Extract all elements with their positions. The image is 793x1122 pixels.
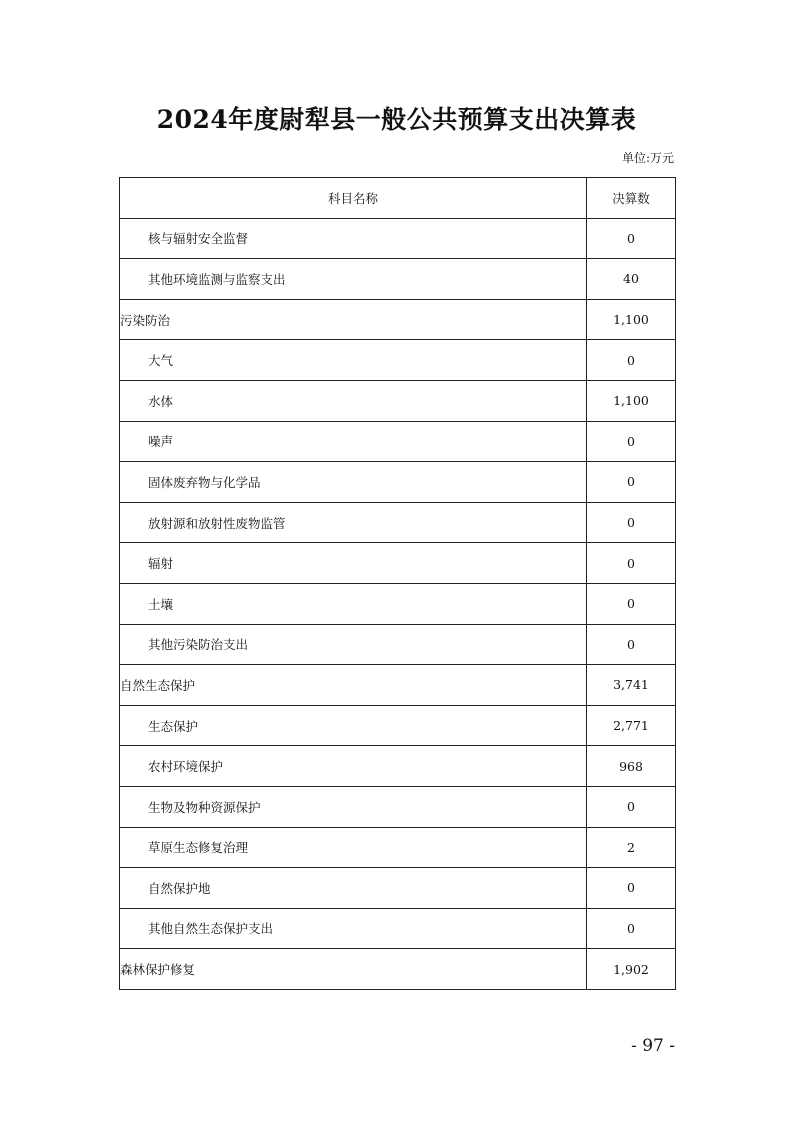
- document-title: 2024年度尉犁县一般公共预算支出决算表: [156, 105, 637, 134]
- row-subject-name: 草原生态修复治理: [120, 827, 587, 868]
- row-subject-name: 辐射: [120, 543, 587, 584]
- header-subject-name: 科目名称: [120, 178, 587, 219]
- row-amount: 0: [587, 421, 676, 462]
- row-subject-name: 农村环境保护: [120, 746, 587, 787]
- table-row: [120, 380, 676, 421]
- row-amount: 2,771: [587, 705, 676, 746]
- table-row: [120, 665, 676, 706]
- row-amount: 0: [587, 624, 676, 665]
- table-row: [120, 868, 676, 909]
- row-amount: 0: [587, 583, 676, 624]
- row-amount: 0: [587, 543, 676, 584]
- row-amount: 0: [587, 218, 676, 259]
- table-header-row: [120, 178, 676, 219]
- row-subject-name: 大气: [120, 340, 587, 381]
- table-row: [120, 949, 676, 990]
- row-subject-name: 其他环境监测与监察支出: [120, 259, 587, 300]
- table-row: [120, 827, 676, 868]
- table-row: [120, 421, 676, 462]
- table-row: [120, 543, 676, 584]
- row-subject-name: 自然生态保护: [120, 665, 587, 706]
- table-row: [120, 259, 676, 300]
- row-subject-name: 固体废弃物与化学品: [120, 462, 587, 503]
- row-amount: 0: [587, 908, 676, 949]
- row-subject-name: 其他污染防治支出: [120, 624, 587, 665]
- table-row: [120, 786, 676, 827]
- row-subject-name: 污染防治: [120, 299, 587, 340]
- row-amount: 0: [587, 340, 676, 381]
- row-subject-name: 土壤: [120, 583, 587, 624]
- row-subject-name: 核与辐射安全监督: [120, 218, 587, 259]
- row-subject-name: 水体: [120, 380, 587, 421]
- row-amount: 0: [587, 462, 676, 503]
- budget-table: [119, 177, 676, 990]
- row-amount: 40: [587, 259, 676, 300]
- row-subject-name: 生物及物种资源保护: [120, 786, 587, 827]
- row-amount: 0: [587, 868, 676, 909]
- unit-label: 单位:万元: [621, 151, 674, 165]
- row-amount: 3,741: [587, 665, 676, 706]
- row-amount: 2: [587, 827, 676, 868]
- row-subject-name: 生态保护: [120, 705, 587, 746]
- row-amount: 968: [587, 746, 676, 787]
- row-amount: 1,100: [587, 299, 676, 340]
- row-subject-name: 放射源和放射性废物监管: [120, 502, 587, 543]
- row-subject-name: 森林保护修复: [120, 949, 587, 990]
- row-amount: 0: [587, 786, 676, 827]
- row-subject-name: 其他自然生态保护支出: [120, 908, 587, 949]
- header-final-amount: 决算数: [587, 178, 676, 219]
- table-row: [120, 218, 676, 259]
- table-row: [120, 746, 676, 787]
- row-subject-name: 噪声: [120, 421, 587, 462]
- row-subject-name: 自然保护地: [120, 868, 587, 909]
- table-row: [120, 908, 676, 949]
- row-amount: 0: [587, 502, 676, 543]
- table-row: [120, 299, 676, 340]
- table-row: [120, 583, 676, 624]
- table-row: [120, 624, 676, 665]
- table-row: [120, 462, 676, 503]
- row-amount: 1,902: [587, 949, 676, 990]
- table-row: [120, 340, 676, 381]
- table-row: [120, 705, 676, 746]
- row-amount: 1,100: [587, 380, 676, 421]
- page-number: - 97 -: [631, 1036, 675, 1056]
- table-row: [120, 502, 676, 543]
